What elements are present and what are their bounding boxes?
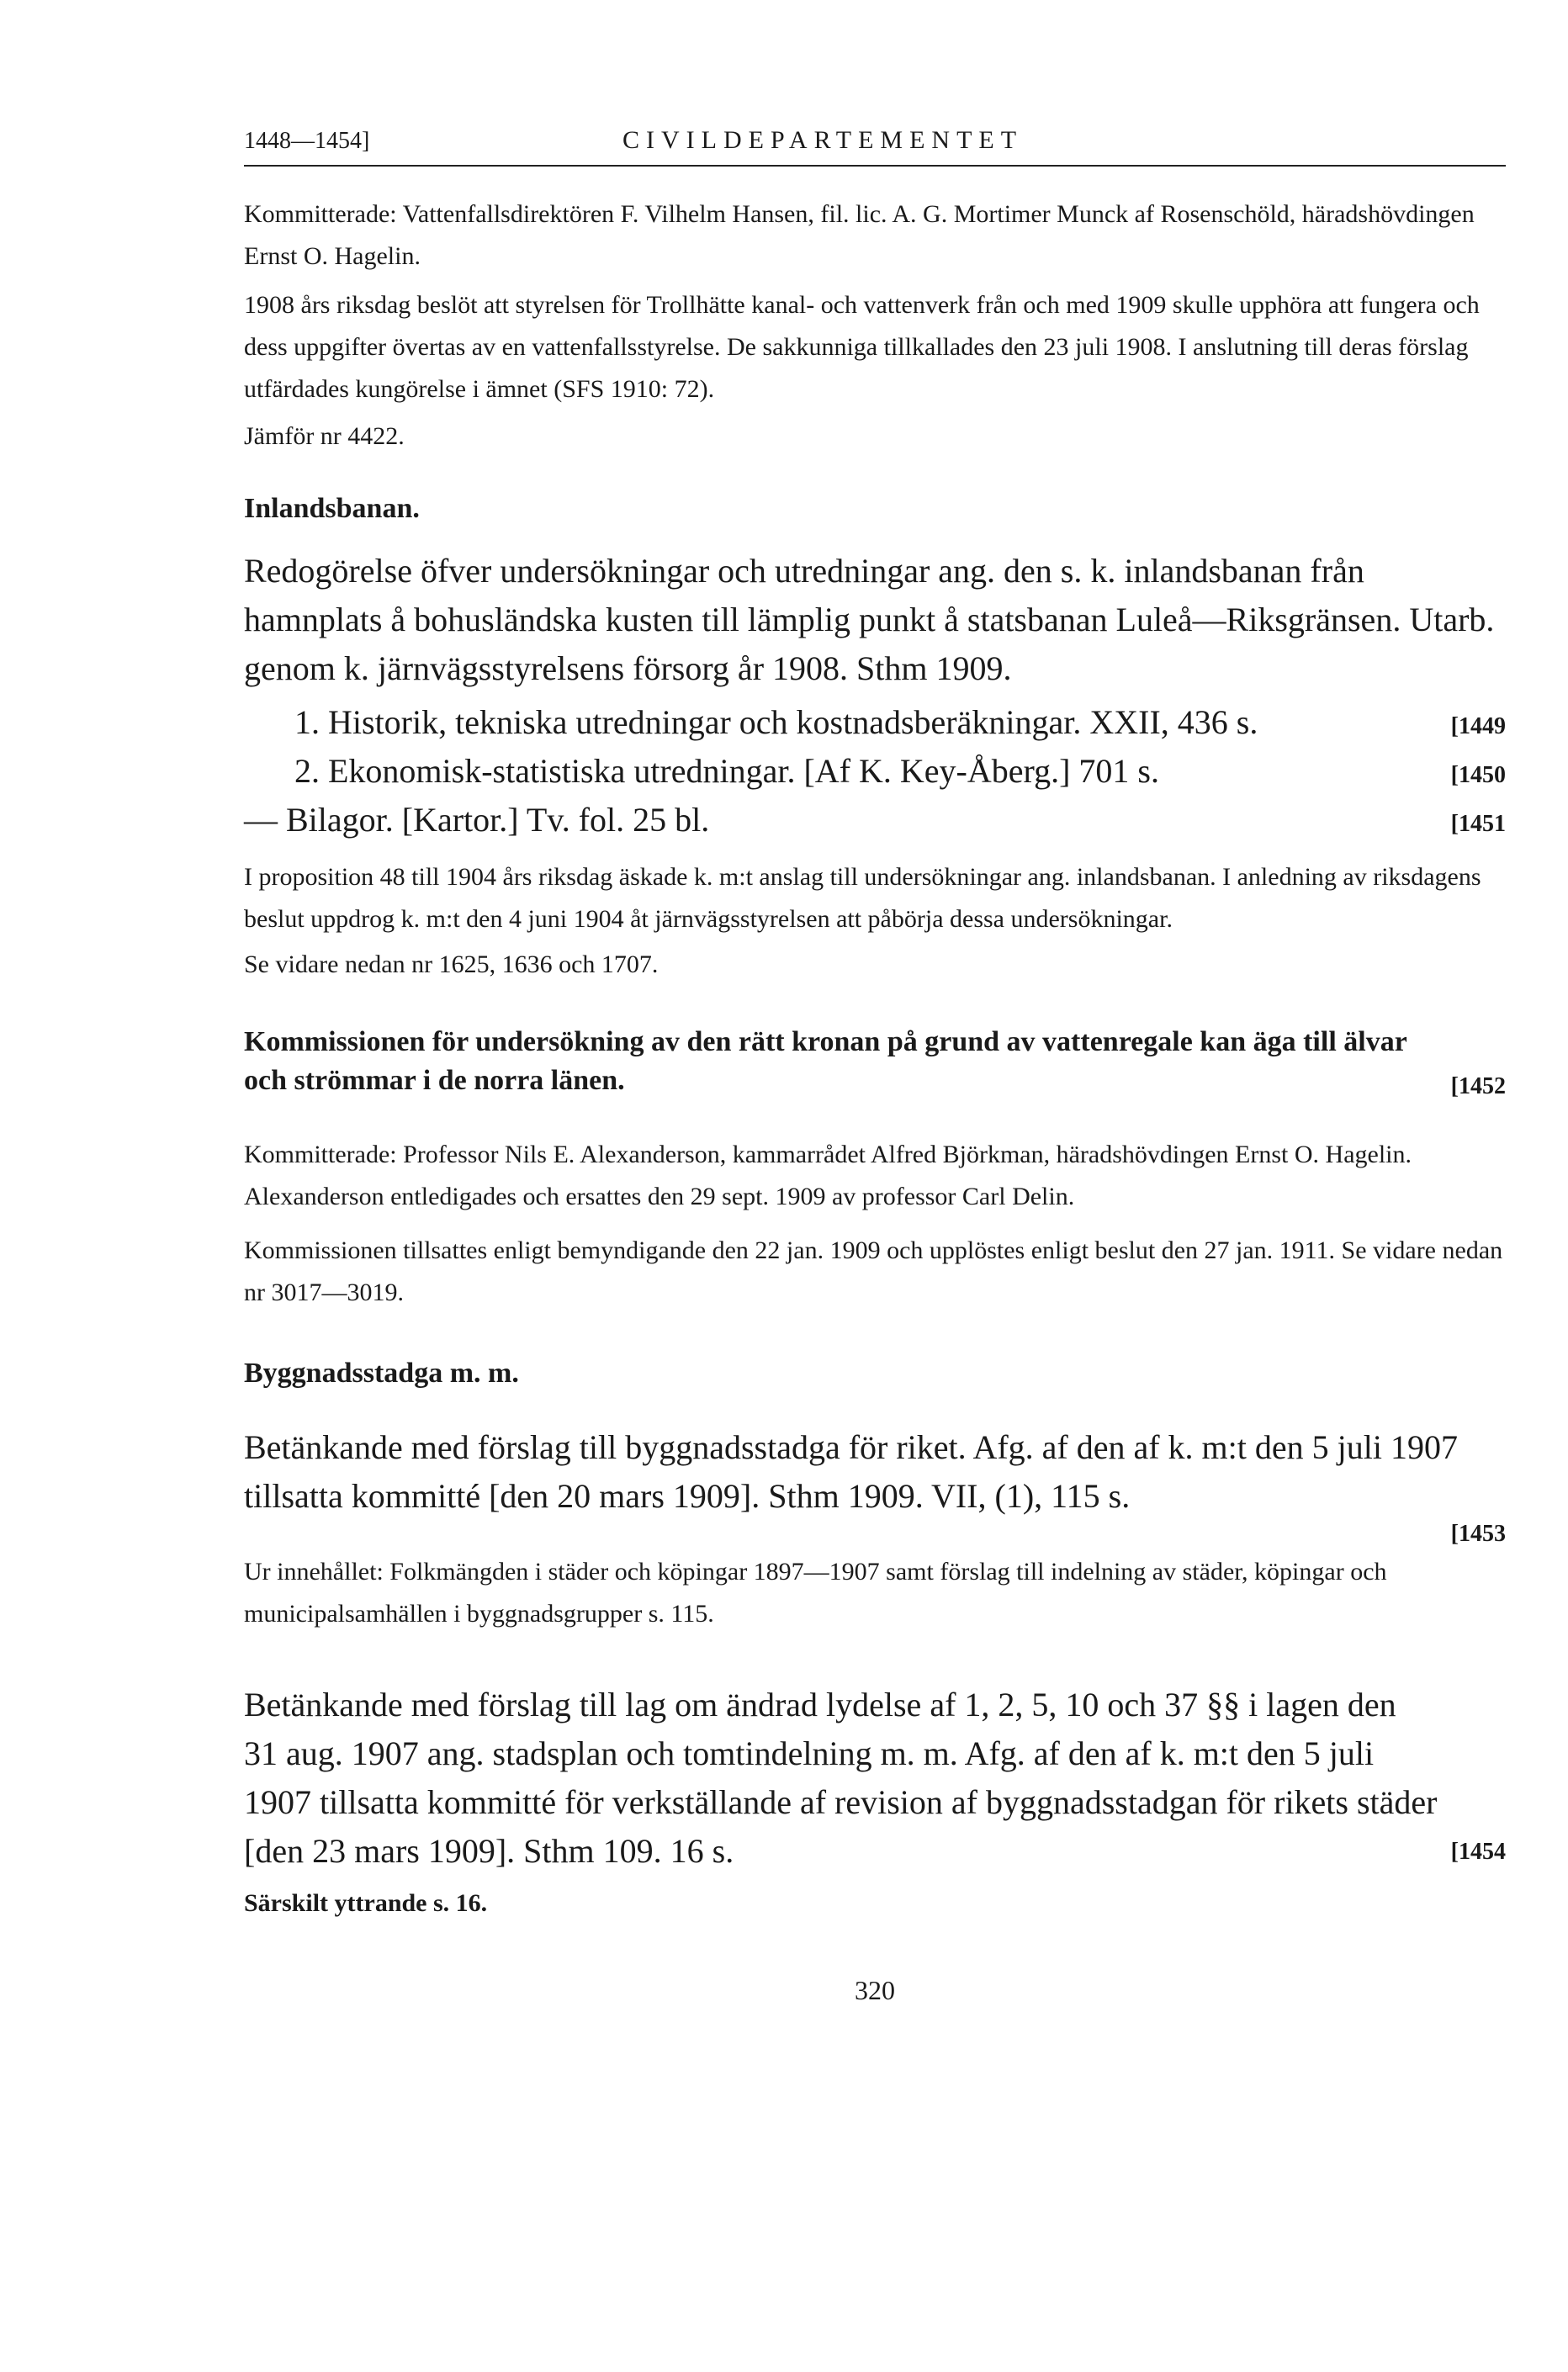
byggnad-heading: Byggnadsstadga m. m. xyxy=(244,1358,519,1389)
document-page xyxy=(244,126,1506,2006)
entry-number: [1452 xyxy=(1450,1073,1506,1099)
kommission-note: Kommissionen tillsattes enligt bemyndigande den 22 jan. 1909 och upplöstes enligt beslut den 27 jan. 1911. Se vidare nedan nr 3017—3019. xyxy=(244,1236,1503,1306)
running-header xyxy=(244,126,1506,167)
entry-number: [1454 xyxy=(1450,1839,1506,1865)
entry-number: [1449 xyxy=(1450,713,1506,739)
entry-number: [1451 xyxy=(1450,811,1506,837)
vattenfall-compare: Jämför nr 4422. xyxy=(244,422,405,450)
kommission-heading: Kommissionen för undersökning av den rätt kronan på grund av vattenregale kan äga till älvar och strömmar i de norra länen. xyxy=(244,1026,1407,1096)
entry-number: [1453 xyxy=(1450,1521,1506,1547)
kommission-heading-row xyxy=(244,1023,1506,1100)
department-title: CIVILDEPARTEMENTET xyxy=(622,126,1024,154)
item-text: — Bilagor. [Kartor.] Tv. fol. 25 bl. xyxy=(244,801,710,839)
inlandsbanan-item-2 xyxy=(244,747,1506,796)
byggnad-title-2: Betänkande med förslag till lag om ändrad lydelse af 1, 2, 5, 10 och 37 §§ i lagen den 31 aug. 1907 ang. stadsplan och tomtindelning m. m. Afg. af den af k. m:t den 5 juli 1907 tillsatta kommitté för verkställande af revision af byggnadsstadgan för rikets städer [den 23 mars 1909]. Sthm 109. 16 s. xyxy=(244,1686,1438,1870)
entry-range: 1448—1454] xyxy=(244,128,370,154)
byggnad-contents: Ur innehållet: Folkmängden i städer och köpingar 1897—1907 samt förslag till indelning av städer, köpingar och municipalsamhällen i byggnadsgrupper s. 115. xyxy=(244,1558,1387,1628)
byggnad-entry-2 xyxy=(244,1681,1506,1876)
inlandsbanan-item-3 xyxy=(244,796,1506,844)
item-text: 1. Historik, tekniska utredningar och kostnadsberäkningar. XXII, 436 s. xyxy=(294,703,1258,741)
inlandsbanan-note: I proposition 48 till 1904 års riksdag äskade k. m:t anslag till undersökningar ang. inlandsbanan. I anledning av riksdagens beslut uppdrog k. m:t den 4 juni 1904 åt järnvägsstyrelsen att påbörja dessa undersökningar. xyxy=(244,863,1481,933)
byggnad-ref-1-row xyxy=(244,1521,1506,1548)
page-number: 320 xyxy=(855,1975,895,2005)
vattenfall-note: 1908 års riksdag beslöt att styrelsen för Trollhätte kanal- och vattenverk från och med 1909 skulle upphöra att fungera och dess uppgifter övertas av en vattenfallsstyrelse. De sakkunniga tillkallades den 23 juli 1908. I anslutning till deras förslag utfärdades kungörelse i ämnet (SFS 1910: 72). xyxy=(244,291,1480,403)
kommission-committee: Kommitterade: Professor Nils E. Alexanderson, kammarrådet Alfred Björkman, häradshövdingen Ernst O. Hagelin. Alexanderson entledigades och ersattes den 29 sept. 1909 av professor Carl Delin. xyxy=(244,1141,1412,1210)
entry-number: [1450 xyxy=(1450,762,1506,788)
inlandsbanan-title: Redogörelse öfver undersökningar och utredningar ang. den s. k. inlandsbanan från hamnplats å bohusländska kusten till lämplig punkt å statsbanan Luleå—Riksgränsen. Utarb. genom k. järnvägsstyrelsens försorg år 1908. Sthm 1909. xyxy=(244,552,1495,687)
inlandsbanan-item-1 xyxy=(244,698,1506,747)
byggnad-special-note: Särskilt yttrande s. 16. xyxy=(244,1889,488,1917)
byggnad-title-1: Betänkande med förslag till byggnadsstadga för riket. Afg. af den af k. m:t den 5 juli 1907 tillsatta kommitté [den 20 mars 1909]. Sthm 1909. VII, (1), 115 s. xyxy=(244,1428,1458,1515)
inlandsbanan-heading: Inlandsbanan. xyxy=(244,493,420,524)
inlandsbanan-see: Se vidare nedan nr 1625, 1636 och 1707. xyxy=(244,950,659,978)
item-text: 2. Ekonomisk-statistiska utredningar. [Af K. Key-Åberg.] 701 s. xyxy=(294,752,1159,790)
vattenfall-committee: Kommitterade: Vattenfallsdirektören F. Vilhelm Hansen, fil. lic. A. G. Mortimer Munck af Rosenschöld, häradshövdingen Ernst O. Hagelin. xyxy=(244,200,1475,270)
